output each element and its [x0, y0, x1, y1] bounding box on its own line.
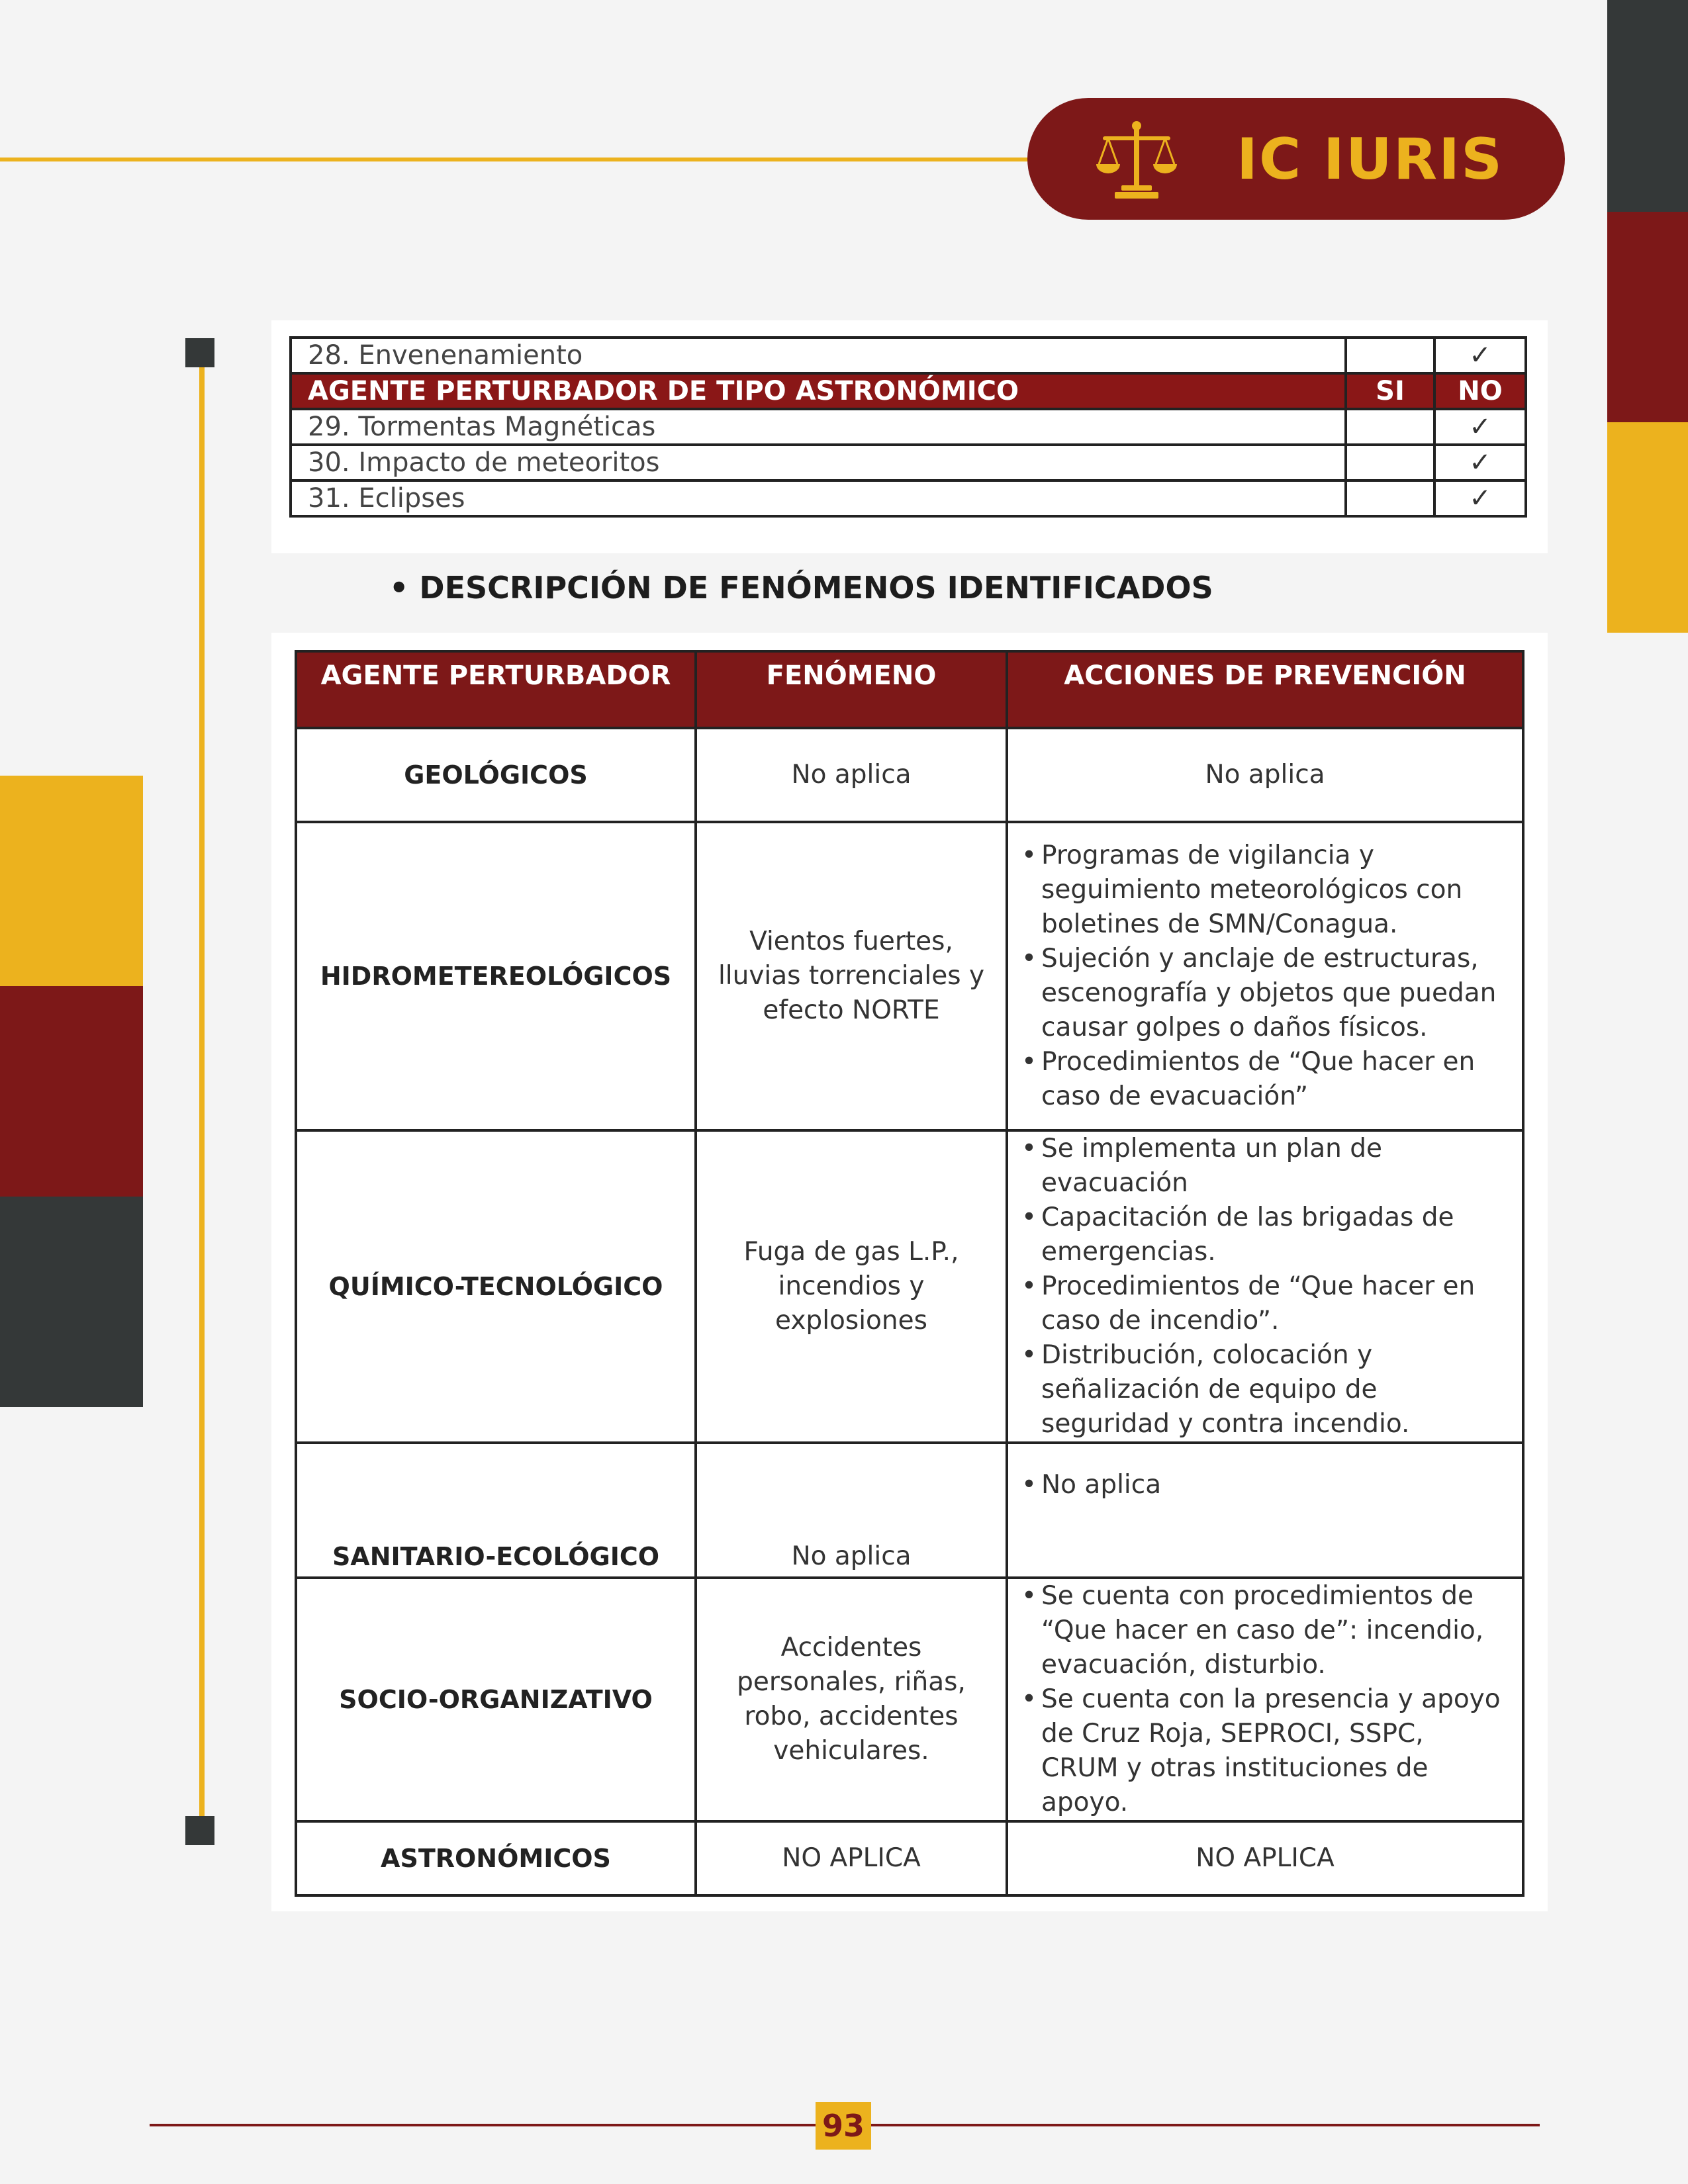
- table-row: [296, 822, 1523, 1130]
- section-heading: • DESCRIPCIÓN DE FENÓMENOS IDENTIFICADOS: [389, 570, 1213, 606]
- agent-cell: QUÍMICO-TECNOLÓGICO: [296, 1130, 696, 1443]
- hazard-checklist-table: [289, 336, 1527, 518]
- table-row: [296, 1443, 1523, 1578]
- checklist-item-label: 31. Eclipses: [291, 480, 1346, 516]
- checklist-item-label: 30. Impacto de meteoritos: [291, 445, 1346, 480]
- actions-list: [1041, 839, 1509, 1114]
- actions-list: [1041, 1468, 1509, 1502]
- action-item: • Se cuenta con procedimientos de “Que hacer en caso de”: incendio, evacuación, disturbio.: [1041, 1579, 1509, 1682]
- page-number: 93: [816, 2102, 871, 2150]
- header-actions: ACCIONES DE PREVENCIÓN: [1007, 651, 1523, 728]
- table-row: [296, 728, 1523, 822]
- action-item: • Sujeción y anclaje de estructuras, escenografía y objetos que puedan causar golpes o daños físicos.: [1041, 942, 1509, 1045]
- phenomenon-cell: Accidentes personales, riñas, robo, accidentes vehiculares.: [696, 1578, 1007, 1821]
- checklist-header-no: NO: [1434, 373, 1526, 409]
- checklist-item-label: 29. Tormentas Magnéticas: [291, 409, 1346, 445]
- actions-cell: [1007, 1130, 1523, 1443]
- agent-cell: SOCIO-ORGANIZATIVO: [296, 1578, 696, 1821]
- checklist-si-cell: [1346, 445, 1434, 480]
- action-item: • Distribución, colocación y señalización de equipo de seguridad y contra incendio.: [1041, 1338, 1509, 1441]
- actions-list: [1041, 1579, 1509, 1820]
- checklist-row: [291, 338, 1526, 373]
- action-item: • Procedimientos de “Que hacer en caso de evacuación”: [1041, 1045, 1509, 1114]
- table-row: [296, 1130, 1523, 1443]
- agent-cell: ASTRONÓMICOS: [296, 1821, 696, 1895]
- actions-cell: No aplica: [1007, 728, 1523, 822]
- actions-list: [1041, 1132, 1509, 1441]
- action-item: • Capacitación de las brigadas de emergencias.: [1041, 1201, 1509, 1269]
- table-header-row: [296, 651, 1523, 728]
- checklist-row: [291, 480, 1526, 516]
- header-phenomenon: FENÓMENO: [696, 651, 1007, 728]
- checklist-item-label: 28. Envenenamiento: [291, 338, 1346, 373]
- check-mark-icon: ✓: [1434, 480, 1526, 516]
- timeline-marker-top: [185, 338, 214, 367]
- phenomenon-cell: No aplica: [696, 1443, 1007, 1578]
- right-bar-gold: [1607, 422, 1688, 633]
- table-row: [296, 1578, 1523, 1821]
- checklist-si-cell: [1346, 338, 1434, 373]
- checklist-si-cell: [1346, 409, 1434, 445]
- scales-of-justice-icon: [1094, 116, 1180, 203]
- checklist-row: [291, 445, 1526, 480]
- agent-cell: SANITARIO-ECOLÓGICO: [296, 1443, 696, 1578]
- header-rule: [0, 158, 1033, 161]
- check-mark-icon: ✓: [1434, 409, 1526, 445]
- agent-cell: GEOLÓGICOS: [296, 728, 696, 822]
- actions-cell: [1007, 1443, 1523, 1578]
- actions-cell: NO APLICA: [1007, 1821, 1523, 1895]
- phenomenon-cell: Vientos fuertes, lluvias torrenciales y efecto NORTE: [696, 822, 1007, 1130]
- action-item: • Procedimientos de “Que hacer en caso de incendio”.: [1041, 1269, 1509, 1338]
- checklist-header-label: AGENTE PERTURBADOR DE TIPO ASTRONÓMICO: [291, 373, 1346, 409]
- brand-name: IC IURIS: [1237, 126, 1504, 193]
- checklist-astronomic-header: [291, 373, 1526, 409]
- actions-cell: [1007, 1578, 1523, 1821]
- action-item: • Se cuenta con la presencia y apoyo de Cruz Roja, SEPROCI, SSPC, CRUM y otras instituciones de apoyo.: [1041, 1682, 1509, 1820]
- right-bar-charcoal: [1607, 0, 1688, 212]
- table-row: [296, 1821, 1523, 1895]
- action-item: • Programas de vigilancia y seguimiento meteorológicos con boletines de SMN/Conagua.: [1041, 839, 1509, 942]
- phenomenon-cell: NO APLICA: [696, 1821, 1007, 1895]
- agent-cell: HIDROMETEREOLÓGICOS: [296, 822, 696, 1130]
- left-bar-maroon: [0, 986, 143, 1197]
- check-mark-icon: ✓: [1434, 338, 1526, 373]
- checklist-row: [291, 409, 1526, 445]
- checklist-header-si: SI: [1346, 373, 1434, 409]
- checklist-si-cell: [1346, 480, 1434, 516]
- timeline-marker-bottom: [185, 1816, 214, 1845]
- phenomena-table: [295, 650, 1524, 1897]
- left-bar-gold: [0, 776, 143, 986]
- check-mark-icon: ✓: [1434, 445, 1526, 480]
- phenomenon-cell: No aplica: [696, 728, 1007, 822]
- timeline-line: [199, 352, 205, 1829]
- action-item: • Se implementa un plan de evacuación: [1041, 1132, 1509, 1201]
- right-bar-maroon: [1607, 212, 1688, 422]
- actions-cell: [1007, 822, 1523, 1130]
- header-agent: AGENTE PERTURBADOR: [296, 651, 696, 728]
- left-bar-charcoal: [0, 1197, 143, 1407]
- phenomenon-cell: Fuga de gas L.P., incendios y explosiones: [696, 1130, 1007, 1443]
- action-item: • No aplica: [1041, 1468, 1509, 1502]
